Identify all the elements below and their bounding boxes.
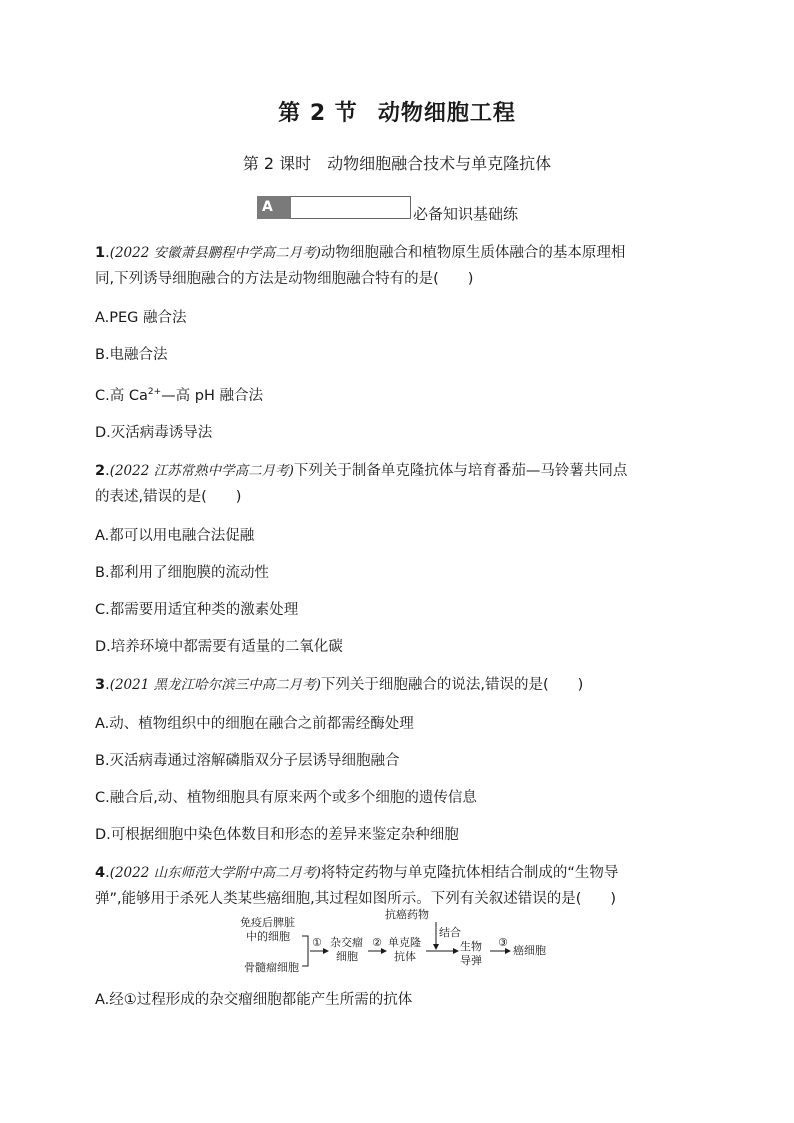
step-3-label: ③ <box>498 936 508 949</box>
question-source: (2021 黑龙江哈尔滨三中高二月考) <box>109 676 321 693</box>
question-3: 3.(2021 黑龙江哈尔滨三中高二月考)下列关于细胞融合的说法,错误的是( ) A.动、植物组织中的细胞在融合之前都需经酶处理 B.灭活病毒通过溶解磷脂双分子层诱导细胞融合 C.融合后,动、植物细胞具有原来两个或多个细胞的遗传信息 D.可根据细胞中染色体数目和形态的差异来鉴定杂种细胞 <box>95 672 705 845</box>
question-stem: 弹”,能够用于杀死人类某些癌细胞,其过程如图所示。下列有关叙述错误的是( ) <box>95 890 617 907</box>
option-b: B.都利用了细胞膜的流动性 <box>95 564 270 581</box>
process-diagram <box>240 906 560 976</box>
question-number: 1 <box>95 245 106 261</box>
option-a: A.动、植物组织中的细胞在融合之前都需经酶处理 <box>95 715 414 732</box>
spleen-cells-label: 免疫后脾脏 <box>240 916 295 929</box>
monoclonal-antibody-label: 单克隆 <box>388 936 421 949</box>
myeloma-cells-label: 骨髓瘤细胞 <box>244 961 299 974</box>
question-number: 4 <box>95 864 106 881</box>
question-stem: 动物细胞融合和植物原生质体融合的基本原理相 <box>320 245 626 261</box>
question-4: 4.(2022 山东师范大学附中高二月考)将特定药物与单克隆抗体相结合制成的“生物导 弹”,能够用于杀死人类某些癌细胞,其过程如图所示。下列有关叙述错误的是( ) <box>95 864 619 907</box>
bind-label: 结合 <box>439 926 461 939</box>
hybridoma-label: 杂交瘤 <box>330 936 363 949</box>
cancer-cell-label: 癌细胞 <box>513 944 546 957</box>
option-b: B.灭活病毒通过溶解磷脂双分子层诱导细胞融合 <box>95 752 400 769</box>
question-4-options <box>95 990 705 1010</box>
level-score-box <box>291 196 411 219</box>
option-c: C.融合后,动、植物细胞具有原来两个或多个细胞的遗传信息 <box>95 789 477 806</box>
question-source: (2022 安徽萧县鹏程中学高二月考) <box>109 245 321 261</box>
level-label: 必备知识基础练 <box>413 205 519 223</box>
level-header <box>257 195 519 238</box>
level-badge: A 级 <box>257 196 291 219</box>
question-1: 1.(2022 安徽萧县鹏程中学高二月考)动物细胞融合和植物原生质体融合的基本原理相 同,下列诱导细胞融合的方法是动物细胞融合特有的是( ) A.PEG 融合法 B.电融合法 C.高 $Ca^{2+}—$高 pH 融合法 D.灭活病毒诱导法 <box>95 240 705 443</box>
option-d: D.可根据细胞中染色体数目和形态的差异来鉴定杂种细胞 <box>95 826 459 843</box>
question-stem: 下列关于细胞融合的说法,错误的是( ) <box>320 676 584 693</box>
question-stem: 将特定药物与单克隆抗体相结合制成的“生物导 <box>320 864 619 881</box>
hybridoma-label-2: 细胞 <box>336 950 358 963</box>
question-number: 2 <box>95 462 106 479</box>
option-a: A.都可以用电融合法促融 <box>95 527 255 544</box>
anticancer-drug-label: 抗癌药物 <box>385 908 429 921</box>
option-d: D.培养环境中都需要有适量的二氧化碳 <box>95 638 343 655</box>
question-source: (2022 江苏常熟中学高二月考) <box>109 462 294 479</box>
lesson-subtitle <box>0 151 794 174</box>
step-1-label: ① <box>312 936 322 949</box>
page-title <box>0 96 794 127</box>
step-2-label: ② <box>372 936 382 949</box>
option-c: C.都需要用适宜种类的激素处理 <box>95 601 299 618</box>
option-b: B.电融合法 <box>95 347 168 363</box>
question-2: 2.(2022 江苏常熟中学高二月考)下列关于制备单克隆抗体与培育番茄—马铃薯共同点 的表述,错误的是( ) A.都可以用电融合法促融 B.都利用了细胞膜的流动性 C.都需要用适宜种类的激素处理 D.培养环境中都需要有适量的二氧化碳 <box>95 458 705 657</box>
lesson-number: 第 2 课时 <box>242 154 312 173</box>
section-number: 第 2 节 <box>278 101 358 126</box>
option-a: A.经①过程形成的杂交瘤细胞都能产生所需的抗体 <box>95 992 413 1008</box>
question-list <box>95 240 705 912</box>
option-c: C.高 $Ca^{2+}—$高 pH 融合法 <box>95 387 263 404</box>
merge-bracket <box>302 936 308 966</box>
question-source: (2022 山东师范大学附中高二月考) <box>109 864 321 881</box>
option-d: D.灭活病毒诱导法 <box>95 424 213 441</box>
question-stem: 的表述,错误的是( ) <box>95 488 242 505</box>
biological-missile-label: 生物 <box>460 940 482 953</box>
option-a: A.PEG 融合法 <box>95 310 187 326</box>
section-name: 动物细胞工程 <box>377 101 516 126</box>
question-stem: 同,下列诱导细胞融合的方法是动物细胞融合特有的是( ) <box>95 271 474 287</box>
spleen-cells-label-2: 中的细胞 <box>246 930 290 943</box>
biological-missile-label-2: 导弹 <box>460 954 482 967</box>
lesson-topic: 动物细胞融合技术与单克隆抗体 <box>327 154 552 173</box>
question-stem: 下列关于制备单克隆抗体与培育番茄—马铃薯共同点 <box>293 462 628 479</box>
monoclonal-antibody-label-2: 抗体 <box>394 950 416 963</box>
question-number: 3 <box>95 676 106 693</box>
